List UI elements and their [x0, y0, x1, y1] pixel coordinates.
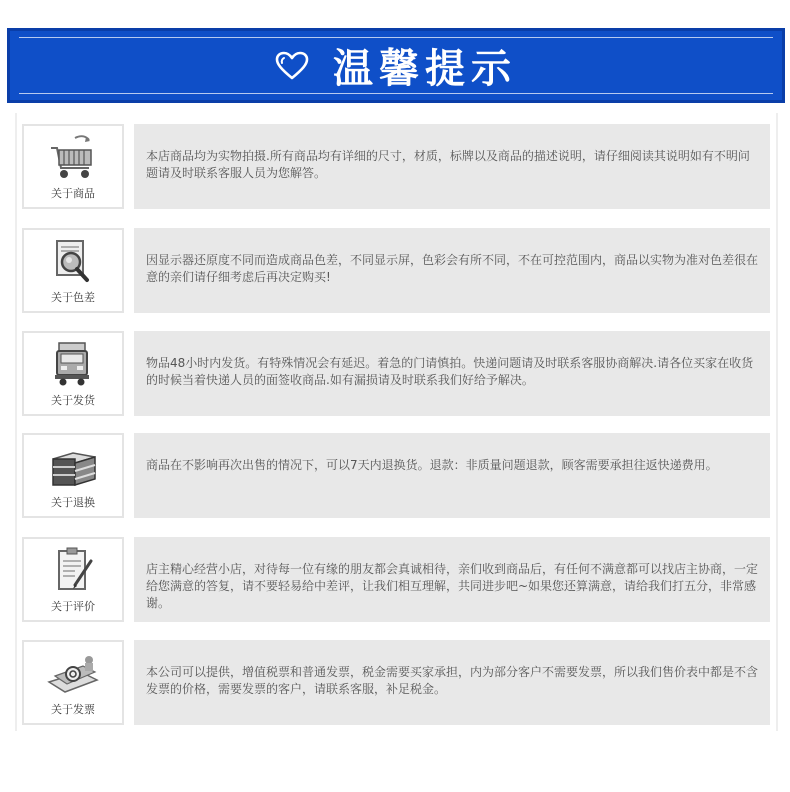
- package-boxes-icon: [45, 443, 101, 491]
- tip-text-panel: [134, 228, 770, 313]
- tip-label: 关于发货: [51, 394, 95, 407]
- tip-text: 物品48小时内发货。有特殊情况会有延迟。着急的门请慎拍。快递问题请及时联系客服协商解决.请各位买家在收货的时候当着快递人员的面签收商品.如有漏损请及时联系我们好给予解决。: [146, 356, 754, 387]
- tip-label: 关于退换: [51, 496, 95, 509]
- delivery-truck-icon: [45, 341, 101, 389]
- tip-row-color-difference: [22, 228, 770, 315]
- tip-text-panel: [134, 433, 770, 518]
- tip-text-panel: [134, 640, 770, 725]
- tip-icon-box: [22, 433, 124, 518]
- tip-row-reviews: [22, 537, 770, 624]
- clipboard-pen-icon: [45, 547, 101, 595]
- tip-text: 本公司可以提供，增值税票和普通发票，税金需要买家承担，内为部分客户不需要发票，所以我们售价表中都是不含发票的价格，需要发票的客户，请联系客服，补足税金。: [146, 665, 759, 696]
- tip-text-panel: [134, 124, 770, 209]
- tip-row-products: [22, 124, 770, 211]
- shopping-cart-icon: [45, 134, 101, 182]
- invoice-at-icon: [45, 650, 101, 698]
- tip-label: 关于商品: [51, 187, 95, 200]
- tip-icon-box: [22, 537, 124, 622]
- tip-label: 关于评价: [51, 600, 95, 613]
- tip-icon-box: [22, 640, 124, 725]
- tip-label: 关于色差: [51, 291, 95, 304]
- tip-icon-box: [22, 124, 124, 209]
- warm-tips-banner: [7, 28, 785, 103]
- tip-row-returns: [22, 433, 770, 520]
- banner-inner-frame: [19, 37, 773, 94]
- tip-text: 店主精心经营小店，对待每一位有缘的朋友都会真诚相待，亲们收到商品后，有任何不满意都可以找店主协商，一定给您满意的答复，请不要轻易给中差评，让我们相互理解，共同进步吧~如果您还算满意，请给我们打五分，非常感谢。: [146, 562, 759, 610]
- tip-row-shipping: [22, 331, 770, 418]
- magnifier-document-icon: [45, 238, 101, 286]
- tip-icon-box: [22, 228, 124, 313]
- heart-outline-icon: [275, 51, 309, 81]
- tip-text-panel: [134, 537, 770, 622]
- banner-title: 温馨提示: [333, 46, 517, 92]
- tip-text: 本店商品均为实物拍摄.所有商品均有详细的尺寸，材质，标牌以及商品的描述说明，请仔细阅读其说明如有不明问题请及时联系客服人员为您解答。: [146, 149, 750, 180]
- tip-text-panel: [134, 331, 770, 416]
- tip-row-invoice: [22, 640, 770, 727]
- tip-label: 关于发票: [51, 703, 95, 716]
- tip-text: 商品在不影响再次出售的情况下，可以7天内退换货。退款：非质量问题退款，顾客需要承担往返快递费用。: [146, 458, 718, 472]
- tip-text: 因显示器还原度不同而造成商品色差，不同显示屏，色彩会有所不同，不在可控范围内，商品以实物为准对色差很在意的亲们请仔细考虑后再决定购买!: [146, 253, 759, 284]
- tip-icon-box: [22, 331, 124, 416]
